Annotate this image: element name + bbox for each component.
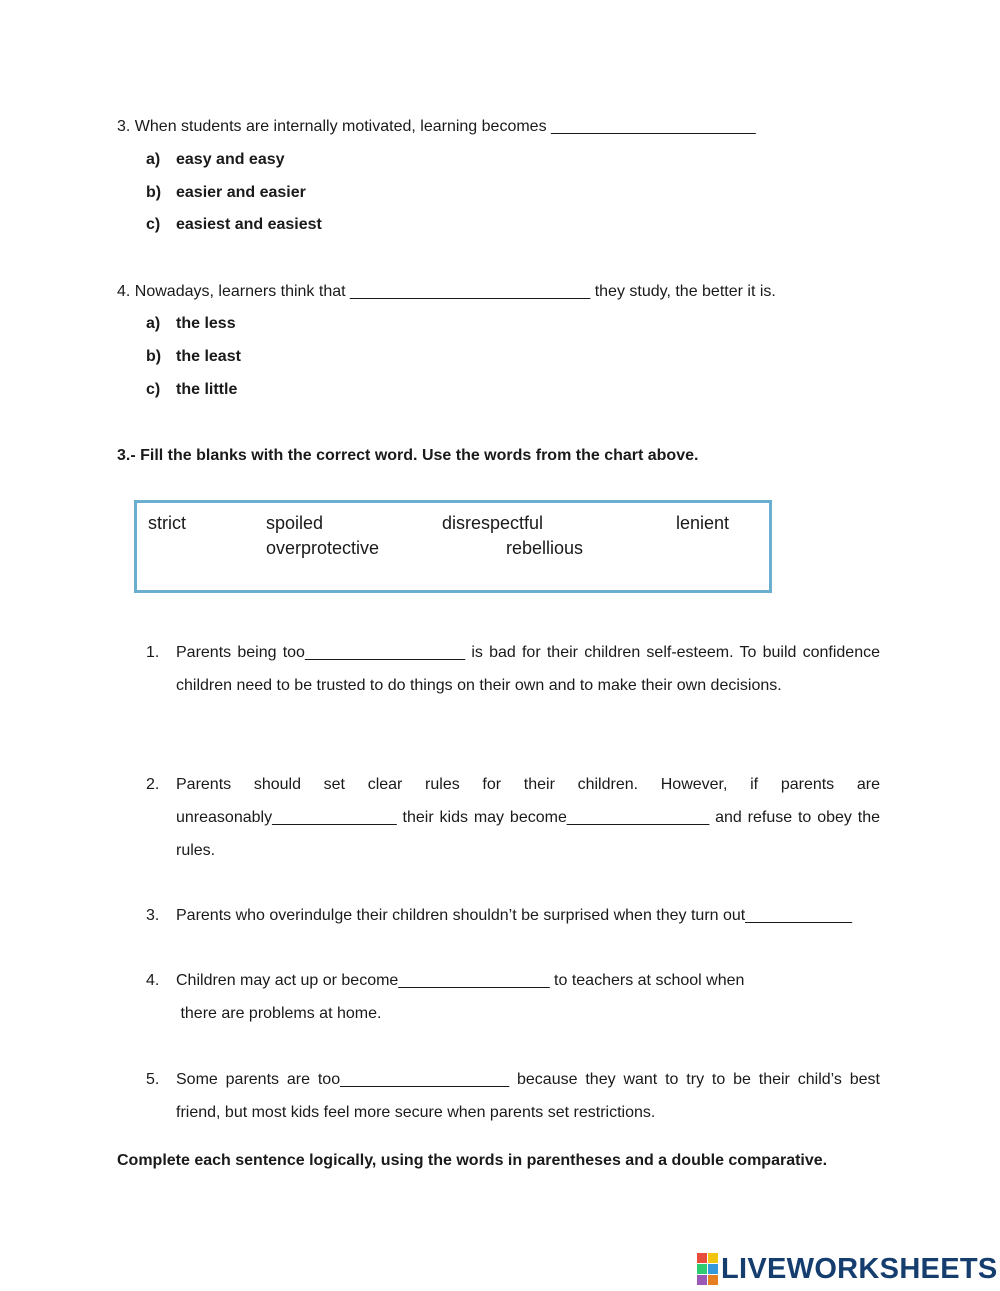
fill-item-4 (146, 964, 880, 1030)
option-text: the little (176, 381, 238, 398)
q4-option-c[interactable] (146, 381, 237, 399)
fill-item-3 (146, 899, 880, 932)
option-letter: a) (146, 315, 161, 332)
option-text: the less (176, 315, 236, 332)
option-letter: c) (146, 216, 161, 233)
word-bank-overprotective: overprotective (266, 538, 380, 558)
word-bank-rebellious: rebellious (506, 538, 584, 558)
option-letter: a) (146, 151, 161, 168)
item-text-line-1: Children may act up or become_________________ to teachers at school when (176, 972, 745, 989)
logo-block (708, 1253, 718, 1263)
word-bank-disrespectful: disrespectful (442, 513, 544, 533)
item-text: Parents being too__________________ is bad for their children self-esteem. To build confidence children need to be trusted to do things on their own and to make their own decisions. (176, 644, 880, 694)
logo-block (708, 1275, 718, 1285)
item-text: Parents should set clear rules for their children. However, if parents are unreasonably______________ their kids may become________________ and refuse to obey the rules. (176, 776, 880, 859)
logo-block (708, 1264, 718, 1274)
logo-text: LIVEWORKSHEETS (721, 1252, 998, 1285)
question-4-text: 4. Nowadays, learners think that ___________________________ they study, the better it is. (117, 283, 776, 300)
q4-option-a[interactable] (146, 315, 236, 333)
fill-item-2 (146, 768, 880, 867)
item-number: 2. (146, 776, 160, 793)
option-text: easy and easy (176, 151, 285, 168)
logo-block (697, 1264, 707, 1274)
word-bank-spoiled: spoiled (266, 513, 324, 533)
logo-block (697, 1275, 707, 1285)
option-letter: b) (146, 348, 162, 365)
word-bank-lenient: lenient (676, 513, 730, 533)
q3-option-c[interactable] (146, 216, 322, 234)
option-letter: c) (146, 381, 161, 398)
item-text: Some parents are too___________________ because they want to try to be their child’s best friend, but most kids feel more secure when parents set restrictions. (176, 1071, 880, 1121)
option-text: easiest and easiest (176, 216, 322, 233)
item-text-line-2: there are problems at home. (176, 1005, 382, 1022)
logo-blocks-icon (697, 1253, 718, 1285)
item-number: 1. (146, 644, 160, 661)
fill-item-5 (146, 1063, 880, 1129)
option-text: the least (176, 348, 241, 365)
item-text: Parents who overindulge their children shouldn’t be surprised when they turn out____________ (176, 907, 853, 924)
section-3-title: 3.- Fill the blanks with the correct word. Use the words from the chart above. (117, 447, 699, 464)
q3-option-b[interactable] (146, 184, 306, 202)
final-instruction: Complete each sentence logically, using the words in parentheses and a double comparative. (117, 1152, 828, 1169)
item-number: 3. (146, 907, 160, 924)
option-letter: b) (146, 184, 162, 201)
question-3-text: 3. When students are internally motivated, learning becomes _______________________ (117, 118, 756, 135)
option-text: easier and easier (176, 184, 306, 201)
q3-option-a[interactable] (146, 151, 285, 169)
q4-option-b[interactable] (146, 348, 241, 366)
fill-item-1 (146, 636, 880, 702)
logo-block (697, 1253, 707, 1263)
liveworksheets-logo (697, 1252, 998, 1286)
item-number: 4. (146, 972, 160, 989)
item-number: 5. (146, 1071, 160, 1088)
word-bank-strict: strict (148, 513, 186, 533)
